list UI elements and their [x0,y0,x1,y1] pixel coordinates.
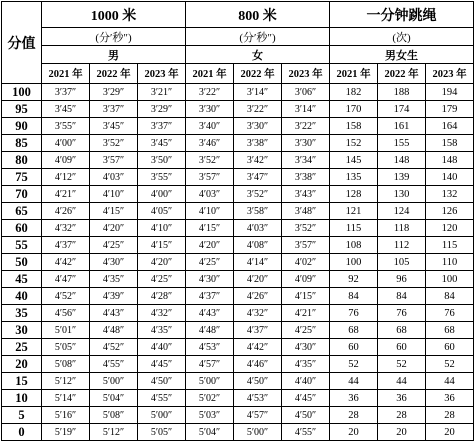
time-cell: 4′08″ [234,237,282,254]
jump-count-cell: 84 [330,288,378,305]
time-cell: 4′26″ [234,288,282,305]
jump-count-cell: 152 [330,135,378,152]
jump-count-cell: 28 [426,407,474,424]
time-cell: 5′00″ [234,424,282,441]
jump-count-cell: 60 [378,339,426,356]
time-cell: 4′25″ [90,237,138,254]
jump-count-cell: 36 [330,390,378,407]
time-cell: 3′14″ [234,84,282,101]
jump-count-cell: 108 [330,237,378,254]
time-cell: 4′26″ [42,203,90,220]
jump-count-cell: 60 [426,339,474,356]
time-cell: 4′00″ [42,135,90,152]
time-cell: 4′39″ [90,288,138,305]
time-cell: 4′48″ [90,322,138,339]
time-cell: 5′00″ [90,373,138,390]
time-cell: 3′52″ [234,186,282,203]
time-cell: 3′55″ [42,118,90,135]
time-cell: 3′43″ [282,186,330,203]
time-cell: 4′40″ [138,339,186,356]
jump-count-cell: 135 [330,169,378,186]
jump-count-cell: 68 [378,322,426,339]
time-cell: 3′57″ [90,152,138,169]
time-cell: 4′37″ [186,288,234,305]
time-cell: 3′50″ [138,152,186,169]
time-cell: 5′05″ [42,339,90,356]
time-cell: 3′14″ [282,101,330,118]
time-cell: 4′15″ [282,288,330,305]
table-row [2,356,474,373]
table-row [2,305,474,322]
gender-male: 男 [42,46,186,64]
table-row [2,254,474,271]
time-cell: 4′30″ [186,271,234,288]
table-row [2,169,474,186]
time-cell: 3′37″ [90,101,138,118]
time-cell: 5′16″ [42,407,90,424]
time-cell: 4′25″ [282,322,330,339]
time-cell: 4′46″ [234,356,282,373]
jump-count-cell: 76 [378,305,426,322]
table-row [2,407,474,424]
jump-count-cell: 140 [426,169,474,186]
time-cell: 3′46″ [186,135,234,152]
score-cell: 10 [2,390,42,407]
time-cell: 3′38″ [234,135,282,152]
jump-count-cell: 100 [330,254,378,271]
time-cell: 4′05″ [138,203,186,220]
jump-count-cell: 124 [378,203,426,220]
table-row [2,322,474,339]
time-cell: 3′22″ [282,118,330,135]
time-cell: 4′35″ [138,322,186,339]
time-cell: 3′37″ [42,84,90,101]
jump-count-cell: 36 [378,390,426,407]
jump-count-cell: 28 [330,407,378,424]
time-cell: 4′40″ [282,373,330,390]
jump-count-cell: 52 [330,356,378,373]
jump-count-cell: 84 [378,288,426,305]
time-cell: 3′22″ [186,84,234,101]
time-cell: 4′48″ [186,322,234,339]
time-cell: 3′55″ [138,169,186,186]
time-cell: 4′30″ [282,339,330,356]
year-header: 2021 年 [186,64,234,84]
table-row [2,220,474,237]
jump-count-cell: 84 [426,288,474,305]
jump-count-cell: 115 [426,237,474,254]
year-header: 2021 年 [42,64,90,84]
time-cell: 4′28″ [138,288,186,305]
jump-count-cell: 44 [330,373,378,390]
time-cell: 3′34″ [282,152,330,169]
jump-count-cell: 76 [426,305,474,322]
table-row [2,390,474,407]
time-cell: 4′12″ [42,169,90,186]
time-cell: 4′15″ [90,203,138,220]
score-cell: 80 [2,152,42,169]
time-cell: 3′45″ [90,118,138,135]
time-cell: 4′20″ [234,271,282,288]
unit-800m: (分′秒″) [186,28,330,46]
time-cell: 4′03″ [90,169,138,186]
time-cell: 4′35″ [282,356,330,373]
jump-count-cell: 110 [426,254,474,271]
time-cell: 4′35″ [90,271,138,288]
time-cell: 4′53″ [234,390,282,407]
score-header: 分值 [2,2,42,84]
jump-count-cell: 44 [426,373,474,390]
time-cell: 3′45″ [138,135,186,152]
score-cell: 20 [2,356,42,373]
time-cell: 4′53″ [186,339,234,356]
table-row [2,424,474,441]
jump-count-cell: 174 [378,101,426,118]
time-cell: 4′15″ [138,237,186,254]
time-cell: 4′55″ [282,424,330,441]
score-cell: 60 [2,220,42,237]
time-cell: 3′42″ [234,152,282,169]
jump-count-cell: 164 [426,118,474,135]
time-cell: 4′43″ [186,305,234,322]
time-cell: 3′38″ [282,169,330,186]
time-cell: 4′20″ [138,254,186,271]
year-header: 2021 年 [330,64,378,84]
time-cell: 4′43″ [90,305,138,322]
jump-count-cell: 118 [378,220,426,237]
jump-count-cell: 52 [426,356,474,373]
time-cell: 4′57″ [234,407,282,424]
jump-count-cell: 20 [426,424,474,441]
jump-count-cell: 128 [330,186,378,203]
event-800m-header: 800 米 [186,2,330,28]
time-cell: 4′55″ [138,390,186,407]
jump-count-cell: 179 [426,101,474,118]
jump-count-cell: 28 [378,407,426,424]
time-cell: 4′03″ [234,220,282,237]
time-cell: 4′03″ [186,186,234,203]
time-cell: 4′57″ [186,356,234,373]
unit-1000m: (分′秒″) [42,28,186,46]
score-cell: 70 [2,186,42,203]
score-cell: 0 [2,424,42,441]
time-cell: 5′14″ [42,390,90,407]
jump-count-cell: 158 [426,135,474,152]
score-cell: 15 [2,373,42,390]
score-cell: 30 [2,322,42,339]
time-cell: 4′25″ [138,271,186,288]
time-cell: 4′32″ [42,220,90,237]
time-cell: 5′03″ [186,407,234,424]
time-cell: 5′19″ [42,424,90,441]
score-cell: 75 [2,169,42,186]
jump-count-cell: 76 [330,305,378,322]
table-row [2,237,474,254]
time-cell: 3′37″ [138,118,186,135]
jump-count-cell: 36 [426,390,474,407]
jump-count-cell: 115 [330,220,378,237]
time-cell: 3′29″ [90,84,138,101]
table-row [2,271,474,288]
score-cell: 65 [2,203,42,220]
score-cell: 25 [2,339,42,356]
jump-count-cell: 20 [330,424,378,441]
time-cell: 3′52″ [282,220,330,237]
time-cell: 3′22″ [234,101,282,118]
time-cell: 4′21″ [282,305,330,322]
gender-female: 女 [186,46,330,64]
table-header [2,2,474,84]
jump-count-cell: 92 [330,271,378,288]
year-header: 2022 年 [234,64,282,84]
time-cell: 4′09″ [42,152,90,169]
time-cell: 4′37″ [234,322,282,339]
time-cell: 4′00″ [138,186,186,203]
time-cell: 4′25″ [186,254,234,271]
time-cell: 5′00″ [186,373,234,390]
jump-count-cell: 148 [378,152,426,169]
time-cell: 4′37″ [42,237,90,254]
jump-count-cell: 170 [330,101,378,118]
score-cell: 45 [2,271,42,288]
year-header: 2023 年 [138,64,186,84]
time-cell: 5′05″ [138,424,186,441]
jump-count-cell: 96 [378,271,426,288]
time-cell: 3′29″ [138,101,186,118]
time-cell: 5′02″ [186,390,234,407]
time-cell: 4′50″ [138,373,186,390]
time-cell: 4′10″ [138,220,186,237]
time-cell: 5′08″ [90,407,138,424]
score-cell: 85 [2,135,42,152]
time-cell: 4′02″ [282,254,330,271]
time-cell: 3′52″ [186,152,234,169]
time-cell: 5′08″ [42,356,90,373]
jump-count-cell: 112 [378,237,426,254]
time-cell: 3′30″ [282,135,330,152]
time-cell: 4′45″ [282,390,330,407]
score-cell: 100 [2,84,42,101]
time-cell: 4′20″ [90,220,138,237]
time-cell: 4′50″ [234,373,282,390]
time-cell: 4′42″ [42,254,90,271]
time-cell: 3′58″ [234,203,282,220]
time-cell: 4′21″ [42,186,90,203]
table-row [2,101,474,118]
time-cell: 4′45″ [138,356,186,373]
time-cell: 4′47″ [42,271,90,288]
time-cell: 5′04″ [186,424,234,441]
time-cell: 4′15″ [186,220,234,237]
table-row [2,152,474,169]
jump-count-cell: 158 [330,118,378,135]
jump-count-cell: 100 [426,271,474,288]
score-cell: 50 [2,254,42,271]
time-cell: 3′30″ [186,101,234,118]
event-jump-rope-header: 一分钟跳绳 [330,2,474,28]
time-cell: 4′32″ [234,305,282,322]
jump-count-cell: 68 [426,322,474,339]
year-header: 2023 年 [282,64,330,84]
time-cell: 4′56″ [42,305,90,322]
time-cell: 4′52″ [42,288,90,305]
year-header: 2023 年 [426,64,474,84]
unit-jump-rope: (次) [330,28,474,46]
jump-count-cell: 161 [378,118,426,135]
table-row [2,84,474,101]
time-cell: 4′10″ [90,186,138,203]
jump-count-cell: 105 [378,254,426,271]
time-cell: 3′06″ [282,84,330,101]
score-cell: 35 [2,305,42,322]
jump-count-cell: 126 [426,203,474,220]
gender-both: 男女生 [330,46,474,64]
jump-count-cell: 120 [426,220,474,237]
time-cell: 4′42″ [234,339,282,356]
table-row [2,118,474,135]
jump-count-cell: 130 [378,186,426,203]
jump-count-cell: 182 [330,84,378,101]
jump-count-cell: 60 [330,339,378,356]
time-cell: 4′30″ [90,254,138,271]
score-table [1,1,474,441]
table-row [2,203,474,220]
time-cell: 5′01″ [42,322,90,339]
jump-count-cell: 155 [378,135,426,152]
time-cell: 4′20″ [186,237,234,254]
jump-count-cell: 194 [426,84,474,101]
score-cell: 5 [2,407,42,424]
event-1000m-header: 1000 米 [42,2,186,28]
time-cell: 4′10″ [186,203,234,220]
time-cell: 5′12″ [90,424,138,441]
time-cell: 3′40″ [186,118,234,135]
time-cell: 4′52″ [90,339,138,356]
time-cell: 4′14″ [234,254,282,271]
score-cell: 55 [2,237,42,254]
time-cell: 3′57″ [282,237,330,254]
jump-count-cell: 145 [330,152,378,169]
year-header: 2022 年 [90,64,138,84]
time-cell: 3′21″ [138,84,186,101]
time-cell: 3′57″ [186,169,234,186]
table-row [2,339,474,356]
time-cell: 3′45″ [42,101,90,118]
table-row [2,135,474,152]
table-body [2,84,474,441]
table-row [2,373,474,390]
score-cell: 95 [2,101,42,118]
time-cell: 4′50″ [282,407,330,424]
jump-count-cell: 20 [378,424,426,441]
time-cell: 3′30″ [234,118,282,135]
time-cell: 4′55″ [90,356,138,373]
jump-count-cell: 132 [426,186,474,203]
time-cell: 3′48″ [282,203,330,220]
time-cell: 5′04″ [90,390,138,407]
year-header: 2022 年 [378,64,426,84]
time-cell: 3′47″ [234,169,282,186]
time-cell: 5′12″ [42,373,90,390]
score-cell: 90 [2,118,42,135]
time-cell: 3′52″ [90,135,138,152]
jump-count-cell: 188 [378,84,426,101]
score-cell: 40 [2,288,42,305]
time-cell: 4′09″ [282,271,330,288]
jump-count-cell: 68 [330,322,378,339]
jump-count-cell: 44 [378,373,426,390]
table-row [2,288,474,305]
jump-count-cell: 121 [330,203,378,220]
time-cell: 5′00″ [138,407,186,424]
jump-count-cell: 148 [426,152,474,169]
jump-count-cell: 139 [378,169,426,186]
jump-count-cell: 52 [378,356,426,373]
table-row [2,186,474,203]
time-cell: 4′32″ [138,305,186,322]
